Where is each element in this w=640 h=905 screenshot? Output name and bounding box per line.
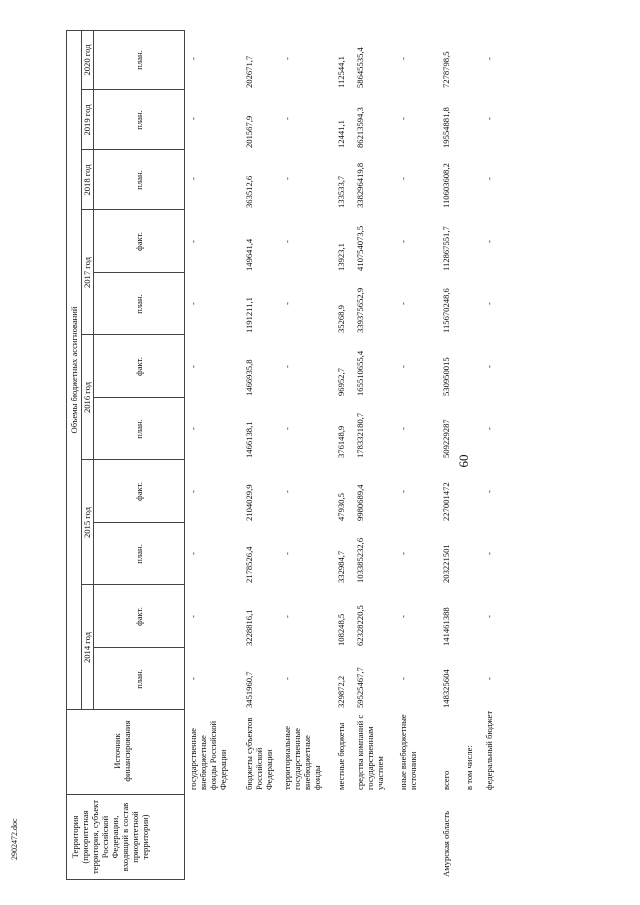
value-cell: 19554881,8 — [441, 107, 451, 148]
value-cell: - — [484, 302, 494, 305]
col-2016-fact: факт. — [134, 357, 144, 376]
budget-table — [66, 30, 626, 880]
value-cell: 201567,9 — [244, 115, 254, 148]
value-cell: - — [188, 427, 198, 430]
value-cell: - — [188, 615, 198, 618]
value-cell: 338296419,8 — [355, 162, 365, 208]
row-territory: Амурская область — [441, 810, 451, 877]
value-cell: 62328220,5 — [355, 605, 365, 646]
value-cell: 227001472 — [441, 482, 451, 521]
value-cell: - — [282, 615, 292, 618]
value-cell: 376148,9 — [336, 425, 346, 458]
header-territory: Территория (приоритетная территория, субъект Российской Федерации, входящий в состав приоритетной территории) — [70, 800, 150, 874]
value-cell: 329872,2 — [336, 675, 346, 708]
page-number: 60 — [456, 454, 471, 468]
value-cell: 141461388 — [441, 607, 451, 646]
value-cell: - — [188, 365, 198, 368]
value-cell: 202671,7 — [244, 55, 254, 88]
row-source: федеральный бюджет — [484, 710, 494, 790]
value-cell: - — [282, 177, 292, 180]
value-cell: 35268,9 — [336, 305, 346, 333]
value-cell: - — [398, 552, 408, 555]
year-2019: 2019 год — [82, 104, 92, 136]
col-2018-plan: план. — [134, 170, 144, 190]
row-source: местные бюджеты — [336, 722, 346, 790]
table-border-top — [66, 30, 67, 880]
year-2016: 2016 год — [82, 381, 92, 414]
value-cell: 3228816,1 — [244, 609, 254, 646]
col-2019-plan: план. — [134, 110, 144, 130]
row-source: в том числе: — [464, 745, 474, 790]
header-line-years — [93, 30, 94, 710]
value-cell: - — [484, 552, 494, 555]
value-cell: - — [188, 302, 198, 305]
value-cell: 339375652,9 — [355, 287, 365, 333]
value-cell: - — [282, 552, 292, 555]
value-cell: - — [282, 427, 292, 430]
value-cell: 9980689,4 — [355, 484, 365, 521]
value-cell: - — [398, 117, 408, 120]
value-cell: - — [398, 57, 408, 60]
year-2014: 2014 год — [82, 631, 92, 664]
value-cell: 149641,4 — [244, 238, 254, 271]
sep-2018 — [81, 209, 184, 210]
value-cell: - — [398, 302, 408, 305]
border-territory — [66, 794, 184, 795]
value-cell: - — [282, 117, 292, 120]
value-cell: - — [282, 490, 292, 493]
value-cell: - — [484, 615, 494, 618]
sep-2015 — [81, 584, 184, 585]
year-2018: 2018 год — [82, 164, 92, 196]
row-source: бюджеты субъектов Российской Федерации — [244, 717, 274, 790]
col-2014-plan: план. — [134, 669, 144, 689]
value-cell: - — [398, 615, 408, 618]
value-cell: - — [188, 677, 198, 680]
value-cell: - — [282, 677, 292, 680]
value-cell: 12441,1 — [336, 120, 346, 148]
value-cell: 96952,7 — [336, 368, 346, 396]
doc-filename: 2902472.doc — [10, 818, 19, 860]
col-2017-plan: план. — [134, 294, 144, 314]
col-2020-plan: план. — [134, 50, 144, 70]
col-2016-plan: план. — [134, 419, 144, 439]
value-cell: 47930,5 — [336, 493, 346, 521]
header-volumes: Объемы бюджетных ассигнований — [69, 306, 79, 434]
value-cell: - — [282, 302, 292, 305]
value-cell: 108248,5 — [336, 613, 346, 646]
col-2015-plan: план. — [134, 544, 144, 564]
row-source: иные внебюджетные источники — [398, 714, 418, 790]
value-cell: 7278798,5 — [441, 51, 451, 88]
value-cell: 59525467,7 — [355, 667, 365, 708]
value-cell: 115670248,6 — [441, 288, 451, 333]
value-cell: - — [484, 177, 494, 180]
value-cell: 86213594,3 — [355, 107, 365, 148]
value-cell: - — [282, 365, 292, 368]
value-cell: 112867551,7 — [441, 226, 451, 271]
value-cell: - — [188, 552, 198, 555]
value-cell: - — [398, 177, 408, 180]
value-cell: 112544,1 — [336, 56, 346, 88]
value-cell: - — [398, 240, 408, 243]
row-source: всего — [441, 770, 451, 790]
value-cell: - — [398, 427, 408, 430]
year-2017: 2017 год — [82, 256, 92, 289]
value-cell: 133533,7 — [336, 175, 346, 208]
value-cell: - — [484, 365, 494, 368]
header-source: Источник финансирования — [112, 720, 132, 782]
value-cell: - — [484, 57, 494, 60]
value-cell: - — [484, 117, 494, 120]
sep-2017 — [81, 334, 184, 335]
value-cell: - — [484, 427, 494, 430]
value-cell: - — [188, 490, 198, 493]
value-cell: 332984,7 — [336, 550, 346, 583]
value-cell: 1466138,1 — [244, 421, 254, 458]
value-cell: - — [282, 240, 292, 243]
value-cell: - — [398, 365, 408, 368]
value-cell: 178332180,7 — [355, 412, 365, 458]
border-left — [66, 879, 184, 880]
value-cell: - — [398, 490, 408, 493]
sep-2020 — [81, 89, 184, 90]
row-source: государственные внебюджетные фонды Российской Федерации — [188, 720, 228, 790]
sep-2016 — [81, 459, 184, 460]
value-cell: 410754073,5 — [355, 225, 365, 271]
value-cell: - — [188, 117, 198, 120]
value-cell: - — [484, 490, 494, 493]
value-cell: 110603608,2 — [441, 163, 451, 208]
col-2017-fact: факт. — [134, 232, 144, 251]
col-2014-fact: факт. — [134, 607, 144, 626]
year-2015: 2015 год — [82, 506, 92, 539]
value-cell: 1191211,1 — [244, 297, 254, 333]
sep-2019 — [81, 149, 184, 150]
value-cell: 13923,1 — [336, 243, 346, 271]
value-cell: - — [398, 677, 408, 680]
value-cell: 148325604 — [441, 669, 451, 708]
value-cell: 2178526,4 — [244, 546, 254, 583]
row-source: средства компаний с государственным участием — [355, 714, 385, 790]
row-source: территориальные государственные внебюджетные фонды — [282, 726, 322, 790]
value-cell: 203221501 — [441, 544, 451, 583]
value-cell: 363512,6 — [244, 175, 254, 208]
value-cell: - — [484, 677, 494, 680]
value-cell: 530950015 — [441, 357, 451, 396]
value-cell: 509229287 — [441, 419, 451, 458]
value-cell: - — [188, 57, 198, 60]
value-cell: - — [188, 240, 198, 243]
value-cell: - — [188, 177, 198, 180]
year-2020: 2020 год — [82, 44, 92, 76]
value-cell: 3451960,7 — [244, 671, 254, 708]
header-bottom-line — [184, 30, 185, 880]
value-cell: 165510655,4 — [355, 350, 365, 396]
value-cell: 103385232,6 — [355, 537, 365, 583]
value-cell: 2104029,9 — [244, 484, 254, 521]
col-2015-fact: факт. — [134, 482, 144, 501]
value-cell: - — [282, 57, 292, 60]
value-cell: 1466935,8 — [244, 359, 254, 396]
value-cell: 58645535,4 — [355, 47, 365, 88]
value-cell: - — [484, 240, 494, 243]
